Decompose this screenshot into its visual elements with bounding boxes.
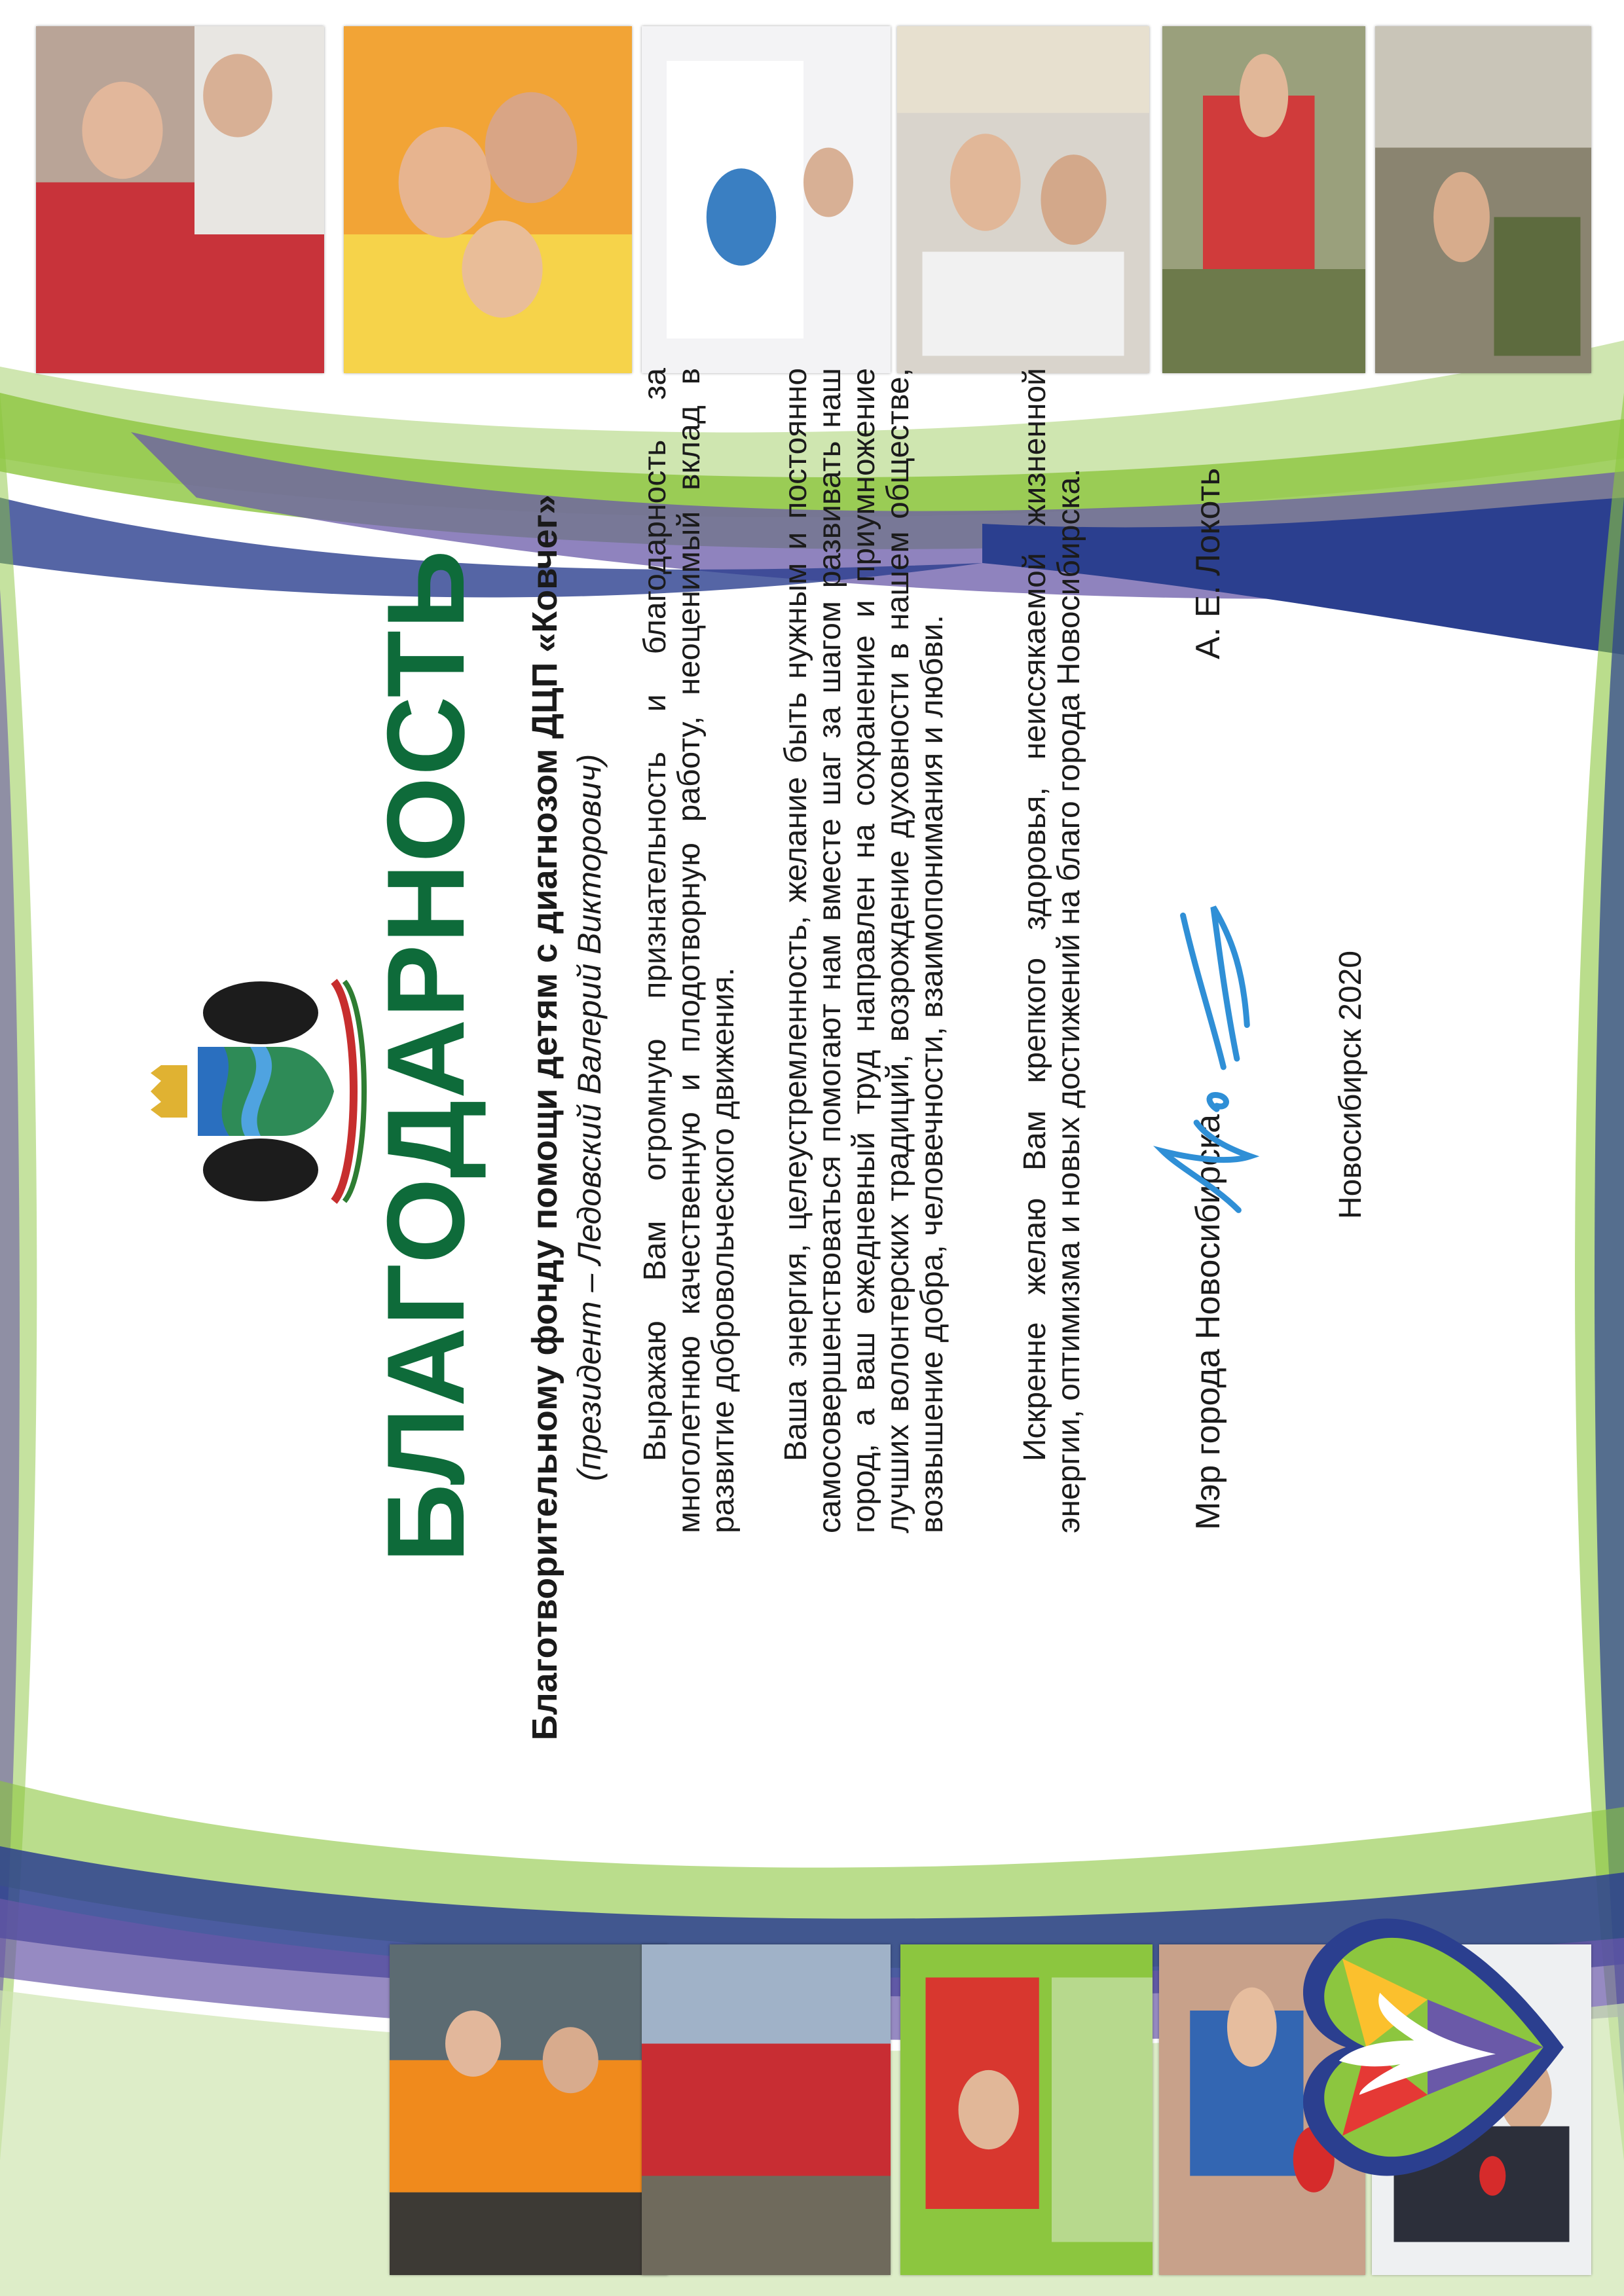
paragraph-wishes: Искренне желаю Вам крепкого здоровья, неиссякаемой жизненной энергии, оптимизма и новых достижений на благо города Новосибирска. [1018, 368, 1086, 1533]
novosibirsk-coat-of-arms-icon [151, 960, 373, 1222]
certificate-title: БЛАГОДАРНОСТЬ [364, 549, 487, 1563]
paragraph-gratitude: Выражаю Вам огромную признательность и благодарность за многолетнюю качественную и плодотворную работу, неоценимый вклад в развитие добровольческого движения. [638, 368, 741, 1533]
signer-name: А. Е. Локоть [1189, 467, 1227, 659]
city-year: Новосибирск 2020 [1333, 951, 1368, 1219]
paragraph-energy: Ваша энергия, целеустремленность, желание быть нужным и постоянно самосовершенствоваться помогают нам вместе шаг за шагом развивать наш город, а ваш ежедневный труд направлен на сохранение и приумножение лучших волонтерских традиций, возрождение духовности в нашем обществе, возвышение добра, человечности, взаимопонимания и любви. [779, 368, 950, 1533]
president-note: (президент – Ледовский Валерий Викторович) [571, 754, 608, 1482]
handwritten-signature-icon [1146, 875, 1264, 1242]
recipient-line: Благотворительному фонду помощи детям с диагнозом ДЦП «Ковчег» [525, 494, 564, 1741]
volunteer-heart-hand-logo-icon [1257, 1877, 1598, 2217]
signer-title: Мэр города Новосибирска [1189, 1114, 1227, 1530]
